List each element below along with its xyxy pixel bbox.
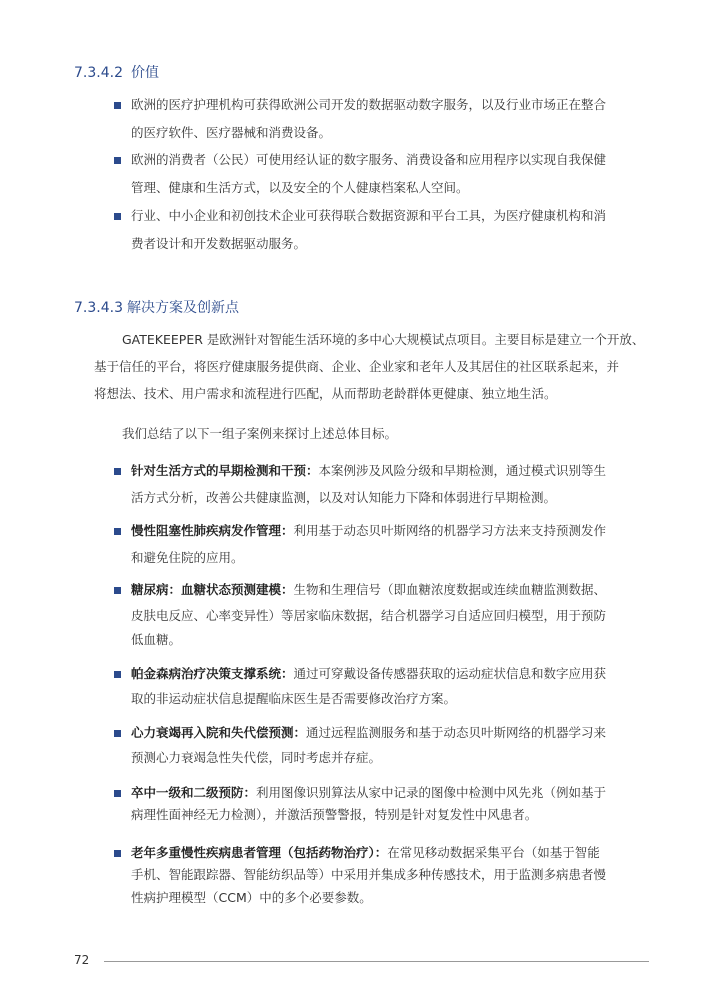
summary-paragraph: 我们总结了以下一组子案例来探讨上述总体目标。: [122, 426, 398, 441]
section-title: 价值: [130, 65, 159, 81]
bullet-square-icon: [114, 102, 121, 109]
bullet-square-icon: [114, 213, 121, 220]
section-number: 7.3.4.3: [74, 300, 123, 316]
bullet-text-line: 欧洲的医疗护理机构可获得欧洲公司开发的数据驱动数字服务，以及行业市场正在整合: [131, 97, 607, 112]
bullet-text-line: 费者设计和开发数据驱动服务。: [131, 236, 307, 251]
bullet-square-icon: [114, 528, 121, 535]
bullet-square-icon: [114, 671, 121, 678]
intro-line: 基于信任的平台，将医疗健康服务提供商、企业、企业家和老年人及其居住的社区联系起来，并: [94, 359, 620, 374]
case-title: 慢性阻塞性肺疾病发作管理：: [131, 523, 294, 538]
case-text: 通过可穿戴设备传感器获取的运动症状信息和数字应用获: [293, 666, 607, 681]
case-line: [131, 665, 606, 683]
bullet-text-line: 管理、健康和生活方式，以及安全的个人健康档案私人空间。: [131, 180, 469, 195]
case-title: 糖尿病：血糖状态预测建模：: [131, 582, 294, 597]
case-text: 利用图像识别算法从家中记录的图像中检测中风先兆（例如基于: [256, 785, 607, 800]
case-line: [131, 522, 606, 540]
case-line: 低血糖。: [131, 632, 182, 647]
bullet-square-icon: [114, 468, 121, 475]
case-text: 在常见移动数据采集平台（如基于智能: [387, 845, 600, 860]
case-line: 性病护理模型（CCM）中的多个必要参数。: [131, 890, 372, 905]
case-text: 生物和生理信号（即血糖浓度数据或连续血糖监测数据、: [293, 582, 607, 597]
section-number: 7.3.4.2: [74, 65, 123, 81]
case-line: 病理性面神经无力检测），并激活预警警报，特别是针对复发性中风患者。: [131, 807, 538, 822]
section-heading-solution: [74, 297, 239, 317]
footer-divider: [104, 961, 649, 962]
section-title: 解决方案及创新点: [126, 300, 239, 316]
case-line: 预测心力衰竭急性失代偿，同时考虑并存症。: [131, 750, 382, 765]
bullet-square-icon: [114, 850, 121, 857]
case-line: [131, 724, 606, 742]
case-line: 皮肤电反应、心率变异性）等居家临床数据，结合机器学习自适应回归模型，用于预防: [131, 608, 607, 623]
case-line: [131, 784, 606, 802]
case-text: 本案例涉及风险分级和早期检测，通过模式识别等生: [318, 463, 607, 478]
case-line: 和避免住院的应用。: [131, 550, 244, 565]
bullet-square-icon: [114, 730, 121, 737]
case-line: 活方式分析，改善公共健康监测，以及对认知能力下降和体弱进行早期检测。: [131, 490, 557, 505]
case-line: 手机、智能跟踪器、智能纺织品等）中采用并集成多种传感技术，用于监测多病患者慢: [131, 867, 607, 882]
section-heading-value: [74, 62, 159, 82]
intro-line: 将想法、技术、用户需求和流程进行匹配，从而帮助老龄群体更健康、独立地生活。: [94, 386, 557, 401]
case-title: 心力衰竭再入院和失代偿预测：: [131, 725, 307, 740]
bullet-text-line: 欧洲的消费者（公民）可使用经认证的数字服务、消费设备和应用程序以实现自我保健: [131, 152, 607, 167]
case-title: 帕金森病治疗决策支撑系统：: [131, 666, 294, 681]
case-line: [131, 844, 600, 862]
intro-line: GATEKEEPER 是欧洲针对智能生活环境的多中心大规模试点项目。主要目标是建立一个开放、: [122, 332, 645, 347]
page-number: 72: [74, 953, 90, 967]
case-text: 利用基于动态贝叶斯网络的机器学习方法来支持预测发作: [293, 523, 607, 538]
bullet-text-line: 行业、中小企业和初创技术企业可获得联合数据资源和平台工具，为医疗健康机构和消: [131, 208, 607, 223]
case-title: 针对生活方式的早期检测和干预：: [131, 463, 319, 478]
bullet-square-icon: [114, 587, 121, 594]
case-line: [131, 581, 606, 599]
case-text: 通过远程监测服务和基于动态贝叶斯网络的机器学习来: [306, 725, 607, 740]
case-title: 卒中一级和二级预防：: [131, 785, 257, 800]
case-line: [131, 462, 606, 480]
case-line: 取的非运动症状信息提醒临床医生是否需要修改治疗方案。: [131, 691, 457, 706]
bullet-square-icon: [114, 157, 121, 164]
bullet-text-line: 的医疗软件、医疗器械和消费设备。: [131, 125, 332, 140]
case-title: 老年多重慢性疾病患者管理（包括药物治疗）：: [131, 845, 388, 860]
bullet-square-icon: [114, 790, 121, 797]
